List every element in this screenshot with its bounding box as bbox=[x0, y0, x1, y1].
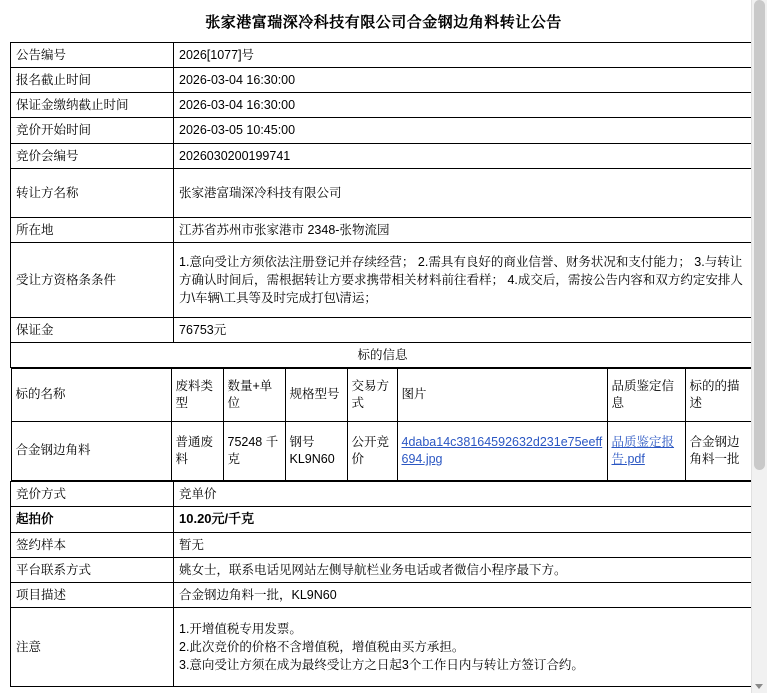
goods-header-waste-type: 废料类型 bbox=[171, 369, 223, 422]
scroll-down-arrow-icon[interactable] bbox=[755, 684, 763, 689]
scrollbar-thumb[interactable] bbox=[754, 0, 765, 470]
table-row bbox=[11, 217, 755, 242]
table-row bbox=[11, 507, 755, 533]
row-value: 暂无 bbox=[174, 532, 755, 557]
notice-line: 3.意向受让方须在成为最终受让方之日起3个工作日内与转让方签订合约。 bbox=[179, 658, 584, 673]
row-label: 平台联系方式 bbox=[11, 558, 174, 583]
notice-row bbox=[11, 608, 755, 687]
row-label: 竞价会编号 bbox=[11, 143, 174, 168]
goods-header-image: 图片 bbox=[397, 369, 607, 422]
table-row bbox=[11, 68, 755, 93]
goods-trade-mode: 公开竞价 bbox=[347, 422, 397, 481]
row-label: 转让方名称 bbox=[11, 168, 174, 217]
row-label: 竞价方式 bbox=[11, 482, 174, 507]
goods-table-cell bbox=[11, 368, 755, 482]
row-value: 2026[1077]号 bbox=[174, 43, 755, 68]
goods-image-link[interactable]: 4daba14c38164592632d231e75eeff694.jpg bbox=[401, 434, 603, 466]
goods-table bbox=[11, 368, 757, 481]
table-row bbox=[11, 93, 755, 118]
row-label: 受让方资格条条件 bbox=[11, 242, 174, 317]
goods-image-cell bbox=[397, 422, 607, 481]
row-label: 保证金 bbox=[11, 317, 174, 342]
goods-waste-type: 普通废料 bbox=[171, 422, 223, 481]
page-title: 张家港富瑞深冷科技有限公司合金钢边角料转让公告 bbox=[205, 14, 562, 31]
row-value: 张家港富瑞深冷科技有限公司 bbox=[174, 168, 755, 217]
goods-section-title: 标的信息 bbox=[11, 342, 755, 367]
row-label: 签约样本 bbox=[11, 532, 174, 557]
goods-description: 合金钢边角料一批 bbox=[685, 422, 756, 481]
notice-value bbox=[174, 608, 755, 687]
goods-header-description: 标的的描述 bbox=[685, 369, 756, 422]
row-value: 合金钢边角料一批，KL9N60 bbox=[174, 583, 755, 608]
goods-name: 合金钢边角料 bbox=[11, 422, 171, 481]
announcement-table bbox=[10, 42, 755, 687]
row-label-start-price: 起拍价 bbox=[11, 507, 174, 533]
goods-spec: 钢号 KL9N60 bbox=[285, 422, 347, 481]
row-label: 报名截止时间 bbox=[11, 68, 174, 93]
goods-header-quality: 品质鉴定信息 bbox=[607, 369, 685, 422]
goods-header-row bbox=[11, 369, 756, 422]
table-row bbox=[11, 118, 755, 143]
goods-table-row bbox=[11, 368, 755, 482]
goods-data-row bbox=[11, 422, 756, 481]
table-row bbox=[11, 558, 755, 583]
table-row bbox=[11, 583, 755, 608]
row-value: 2026030200199741 bbox=[174, 143, 755, 168]
goods-header-trade-mode: 交易方式 bbox=[347, 369, 397, 422]
row-value: 江苏省苏州市张家港市 2348-张物流园 bbox=[174, 217, 755, 242]
goods-quantity: 75248 千克 bbox=[223, 422, 285, 481]
row-value: 76753元 bbox=[174, 317, 755, 342]
table-row bbox=[11, 242, 755, 317]
row-label: 公告编号 bbox=[11, 43, 174, 68]
notice-label: 注意 bbox=[11, 608, 174, 687]
goods-header-quantity: 数量+单位 bbox=[223, 369, 285, 422]
table-row bbox=[11, 43, 755, 68]
table-row bbox=[11, 532, 755, 557]
goods-section-header-row bbox=[11, 342, 755, 367]
table-row bbox=[11, 143, 755, 168]
table-row bbox=[11, 482, 755, 507]
row-label: 项目描述 bbox=[11, 583, 174, 608]
table-row bbox=[11, 317, 755, 342]
vertical-scrollbar[interactable] bbox=[751, 0, 767, 693]
row-label: 竞价开始时间 bbox=[11, 118, 174, 143]
row-label: 保证金缴纳截止时间 bbox=[11, 93, 174, 118]
table-row bbox=[11, 168, 755, 217]
row-value: 竞单价 bbox=[174, 482, 755, 507]
row-label: 所在地 bbox=[11, 217, 174, 242]
row-value: 姚女士，联系电话见网站左侧导航栏业务电话或者微信小程序最下方。 bbox=[174, 558, 755, 583]
row-value: 2026-03-04 16:30:00 bbox=[174, 68, 755, 93]
notice-line: 2.此次竞价的价格不含增值税，增值税由买方承担。 bbox=[179, 640, 465, 655]
quality-report-link[interactable]: 品质鉴定报告.pdf bbox=[611, 434, 675, 466]
row-value: 1.意向受让方须依法注册登记并存续经营； 2.需具有良好的商业信誉、财务状况和支付能力； 3.与转让方确认时间后，需根据转让方要求携带相关材料前往看样； 4.成交后，需按公告内容和双方约定安排人力\车辆\工具等及时完成打包\清运； bbox=[174, 242, 755, 317]
row-value: 2026-03-04 16:30:00 bbox=[174, 93, 755, 118]
goods-header-name: 标的名称 bbox=[11, 369, 171, 422]
row-value-start-price: 10.20元/千克 bbox=[174, 507, 755, 533]
goods-quality-cell bbox=[607, 422, 685, 481]
notice-line: 1.开增值税专用发票。 bbox=[179, 622, 302, 637]
goods-header-spec: 规格型号 bbox=[285, 369, 347, 422]
row-value: 2026-03-05 10:45:00 bbox=[174, 118, 755, 143]
